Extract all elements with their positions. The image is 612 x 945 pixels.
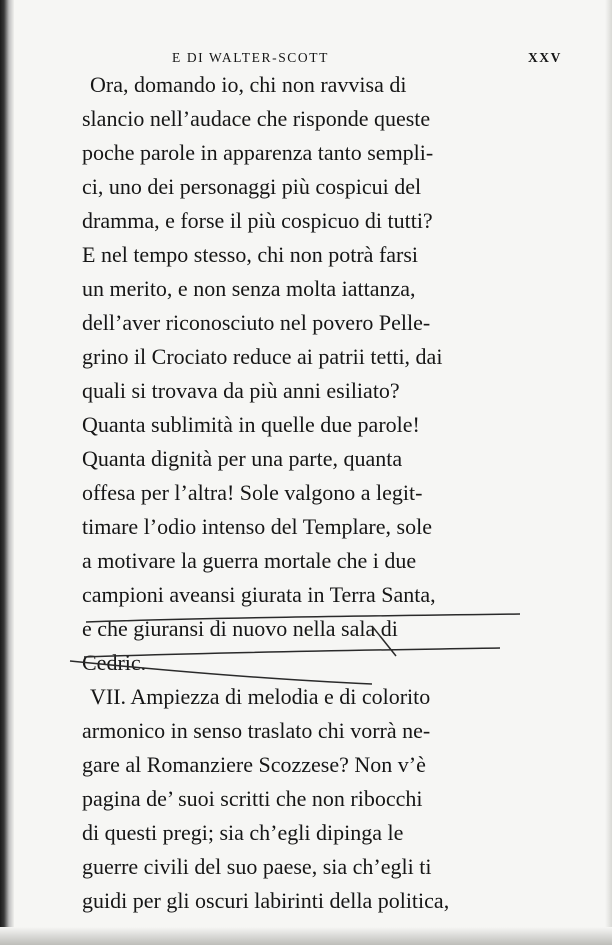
text-line-3: poche parole in apparenza tanto sempli-: [82, 140, 434, 165]
text-line-4: ci, uno dei personaggi più cospicui del: [82, 174, 422, 199]
text-line-21: gare al Romanziere Scozzese? Non v’è: [82, 752, 426, 777]
page-number: XXV: [527, 50, 562, 65]
text-line-10: quali si trovava da più anni esiliato?: [82, 378, 400, 403]
text-line-7: un merito, e non senza molta iattanza,: [82, 276, 416, 301]
page-right-edge: [605, 0, 612, 945]
text-line-8: dell’aver riconosciuto nel povero Pelle-: [82, 310, 431, 335]
text-line-15: a motivare la guerra mortale che i due: [82, 548, 417, 573]
text-line-23: di questi pregi; sia ch’egli dipinga le: [82, 820, 404, 845]
text-line-18: Cedric.: [82, 650, 147, 675]
text-line-11: Quanta sublimità in quelle due parole!: [82, 412, 420, 437]
text-line-13: offesa per l’altra! Sole valgono a legit-: [82, 480, 423, 505]
binding-gutter-shadow: [0, 0, 14, 945]
text-line-5: dramma, e forse il più cospicuo di tutti?: [82, 208, 433, 233]
pen-underline-2: [84, 648, 500, 657]
text-line-2: slancio nell’audace che risponde queste: [82, 106, 431, 131]
text-line-12: Quanta dignità per una parte, quanta: [82, 446, 403, 471]
running-header: [82, 50, 562, 70]
running-title: E DI WALTER-SCOTT: [172, 50, 329, 65]
text-line-20: armonico in senso traslato chi vorrà ne-: [82, 718, 431, 743]
page-bottom-edge: [0, 927, 612, 945]
text-line-19: VII. Ampiezza di melodia e di colorito: [90, 684, 431, 709]
text-line-24: guerre civili del suo paese, sia ch’egli ti: [82, 854, 432, 879]
text-line-16: campioni aveansi giurata in Terra Santa,: [82, 582, 436, 607]
text-line-1: Ora, domando io, chi non ravvisa di: [90, 72, 407, 97]
text-line-17: e che giuransi di nuovo nella sala di: [82, 616, 398, 641]
text-line-22: pagina de’ suoi scritti che non ribocchi: [82, 786, 423, 811]
text-line-9: grino il Crociato reduce ai patrii tetti, dai: [82, 344, 443, 369]
text-line-14: timare l’odio intenso del Templare, sole: [82, 514, 432, 539]
text-line-25: guidi per gli oscuri labirinti della politica,: [82, 888, 450, 913]
text-line-6: E nel tempo stesso, chi non potrà farsi: [82, 242, 419, 267]
